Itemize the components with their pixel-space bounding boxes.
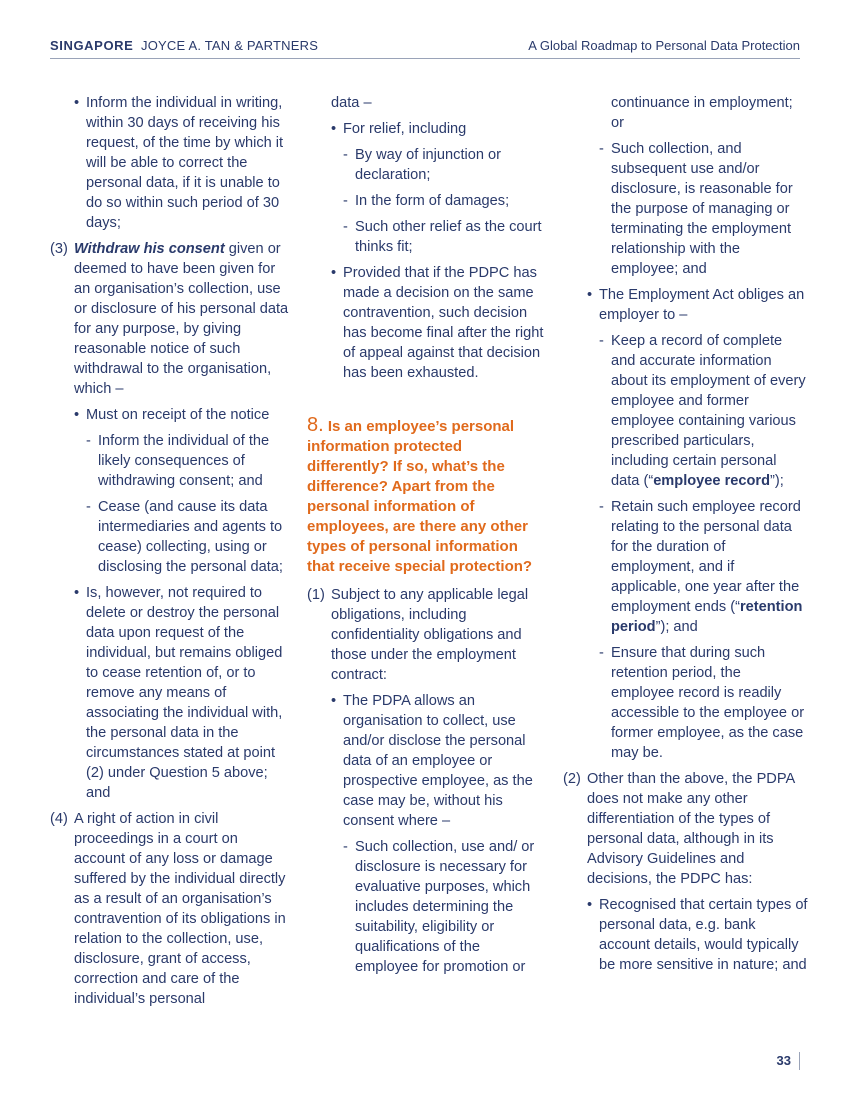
item-3-text: given or deemed to have been given for an organisation’s collection, use or disclosure of his personal data for any purpose, by giving reasonable notice of such withdrawal to the organisation, which –	[74, 241, 289, 397]
keep-record-close: ”);	[770, 473, 784, 489]
page-header	[50, 36, 800, 59]
question-text: Is an employee’s personal information protected differently? If so, what’s the difference? Apart from the personal information of employees, are there any other types of personal information that receive special protection?	[307, 418, 533, 575]
item-4-number: (4)	[50, 811, 68, 827]
question-number: 8.	[307, 414, 324, 436]
item-2	[563, 769, 808, 889]
bullet-employment-act: • The Employment Act obliges an employer to –	[587, 285, 808, 325]
bullet-must: • Must on receipt of the notice	[74, 405, 290, 425]
retain-record-text: Retain such employee record relating to the personal data for the duration of employment, and if applicable, one year after the employment ends (“	[611, 499, 801, 615]
retain-record-close: ”); and	[655, 619, 698, 635]
item-2-text: Other than the above, the PDPA does not make any other differentiation of the types of personal data, although in its Advisory Guidelines and decisions, the PDPC has:	[587, 771, 795, 887]
item-3	[50, 239, 290, 399]
dash-retain-record	[599, 497, 808, 637]
dash-other-relief: - Such other relief as the court thinks fit;	[343, 217, 547, 257]
item-4	[50, 809, 290, 1009]
column-3	[563, 93, 808, 975]
dash-keep-record	[599, 331, 808, 491]
term-retention-period: retention period	[611, 599, 803, 635]
dash-ensure-accessible: - Ensure that during such retention period, the employee record is readily accessible to the employee or former employee, as the case may be.	[599, 643, 808, 763]
continuation-employment: continuance in employment; or	[611, 95, 793, 131]
bullet-recognised-sensitive: • Recognised that certain types of personal data, e.g. bank account details, would typically be more sensitive in nature; and	[587, 895, 808, 975]
item-4-text: A right of action in civil proceedings in a court on account of any loss or damage suffered by the individual directly as a result of an organisation’s contravention of its obligations in relation to the collection, use, disclosure, grant of access, correction and care of the individual’s personal	[74, 811, 286, 1007]
dash-damages: - In the form of damages;	[343, 191, 547, 211]
dash-managing-employment: - Such collection, and subsequent use and/or disclosure, is reasonable for the purpose of managing or terminating the employment relationship with the employee; and	[599, 139, 808, 279]
bullet-pdpa-allows: • The PDPA allows an organisation to collect, use and/or disclose the personal data of an employee or prospective employee, as the case may be, without his consent where –	[331, 691, 547, 831]
page-number: 33	[777, 1052, 800, 1070]
keep-record-text: Keep a record of complete and accurate information about its employment of every employee and former employee containing various prescribed particulars, including certain personal data (“	[611, 333, 806, 489]
dash-cease: - Cease (and cause its data intermediaries and agents to cease) collecting, using or disclosing the personal data;	[86, 497, 290, 577]
column-2	[307, 93, 547, 977]
dash-inform-consequences: - Inform the individual of the likely consequences of withdrawing consent; and	[86, 431, 290, 491]
dash-injunction: - By way of injunction or declaration;	[343, 145, 547, 185]
header-firm: JOYCE A. TAN & PARTNERS	[141, 38, 319, 53]
bullet-inform: • Inform the individual in writing, within 30 days of receiving his request, of the time by which it will be able to correct the personal data, if it is unable to do so within such period of 30 days;	[74, 93, 290, 233]
dash-evaluative-purposes: - Such collection, use and/ or disclosure is necessary for evaluative purposes, which includes determining the suitability, eligibility or qualifications of the employee for promotion or	[343, 837, 547, 977]
header-publication: A Global Roadmap to Personal Data Protection	[528, 38, 800, 53]
item-3-emphasis: Withdraw his consent	[74, 241, 225, 257]
header-country: SINGAPORE	[50, 38, 134, 53]
bullet-provided: • Provided that if the PDPC has made a decision on the same contravention, such decision has become final after the right of appeal against that decision has been exhausted.	[331, 263, 547, 383]
column-1	[50, 93, 290, 1009]
question-heading	[307, 415, 547, 577]
item-1-number: (1)	[307, 587, 325, 603]
term-employee-record: employee record	[653, 473, 770, 489]
item-1-text: Subject to any applicable legal obligations, including confidentiality obligations and those under the employment contract:	[331, 587, 529, 683]
header-left	[50, 38, 318, 53]
bullet-not-required: • Is, however, not required to delete or destroy the personal data upon request of the individual, but remains obliged to cease retention of, or to remove any means of associating the individual with, the personal data in the circumstances stated at point (2) under Question 5 above; and	[74, 583, 290, 803]
bullet-relief: • For relief, including	[331, 119, 547, 139]
item-1	[307, 585, 547, 685]
item-3-number: (3)	[50, 241, 68, 257]
continuation-data: data –	[331, 95, 372, 111]
item-2-number: (2)	[563, 771, 581, 787]
